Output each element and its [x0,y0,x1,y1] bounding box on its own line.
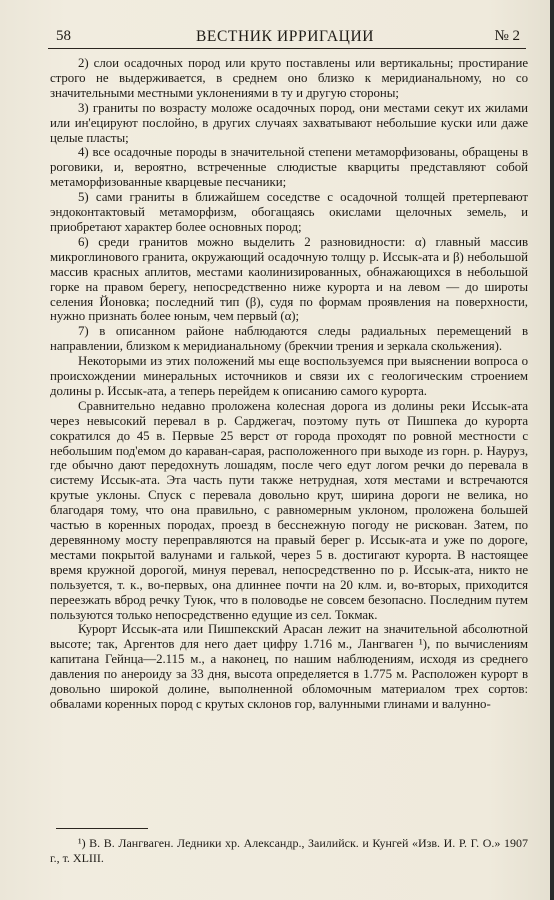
page-edge [550,0,554,900]
paragraph-item-3: 3) граниты по возрасту моложе осадочных пород, они местами секут их жилами или ин'ецируют послойно, в других случаях захватывают небольшие куски или даже целые пласты; [50,100,528,145]
paragraph-item-6: 6) среди гранитов можно выделить 2 разновидности: α) главный массив микроглинового гранита, окружающий осадочную толщу р. Иссык-ата и β) небольшой массив красных аплитов, местами каолинизированных, обнажающихся в небольшой горке на правом берегу, непосредственно ниже курорта и на левом — до широты селения Йоновка; последний тип (β), судя по формам проявления на поверхности, нужно признать более юным, чем первый (α); [50,234,528,324]
paragraph-resort: Курорт Иссык-ата или Пишпекский Арасан лежит на значительной абсолютной высоте; так, Аргентов для него дает цифру 1.716 м., Лангваген ¹), по вычислениям капитана Гейнца—2.115 м., а наконец, по нашим наблюдениям, исходя из среднего давления по анероиду за 33 дня, высота определяется в 1.775 м. Расположен курорт в довольно широкой долине, выполненной обломочным материалом трех сортов: обвалами коренных пород с крутых склонов гор, валунными глинами и валунно- [50,622,528,711]
footnote [50,836,528,865]
page-number: 58 [56,28,71,44]
paragraph-road: Сравнительно недавно проложена колесная дорога из долины реки Иссык-ата через невысокий перевал в р. Сарджегач, поэтому путь от Пишпека до курорта сократился до 45 в. Первые 25 верст от города проходят по ровной местности с небольшим под'емом до караван-сарая, расположенного при выходе из горн. р. Науруз, где обычно дают передохнуть лошадям, после чего едут логом речки до перевала в систему Иссык-ата. Эта часть пути также нетрудная, хотя местами и встречаются крутые уклоны. Спуск с перевала довольно крут, ширина дороги не велика, но благодаря тому, что она правильно, с равномерным уклоном, проложена большей частью в коренных породах, проезд в бесснежную погоду не рискован. Затем, по деревянному мосту переправляются на правый берег р. Иссык-ата и уже по дороге, местами покрытой валунами и галькой, через 5 в. достигают курорта. В настоящее время кружной дорогой, минуя перевал, непосредственно по р. Иссык-ата, никто не пользуется, т. к., во-первых, она длиннее почти на 20 клм. и, во-вторых, приходится переезжать вброд речку Туюк, что в половодье не совсем безопасно. Последним путем пользуются только непосредственно едущие из сел. Токмак. [50,398,528,622]
paragraph-item-7: 7) в описанном районе наблюдаются следы радиальных перемещений в направлении, близком к меридианальному (брекчии трения и зеркала скольжения). [50,324,528,354]
header-rule [48,48,526,49]
footnote-rule [56,828,148,829]
paragraph-item-5: 5) сами граниты в ближайшем соседстве с осадочной толщей претерпевают эндоконтактовый метаморфизм, обогащаясь окислами щелочных земель, и приобретают характер более основных пород; [50,190,528,234]
issue-number: № 2 [494,28,520,44]
paragraph-item-2: 2) слои осадочных пород или круто поставлены или вертикальны; простирание строго не выдерживается, в среднем оно близко к меридианальному, но со значительными местными уклонениями в ту и другую стороны; [50,56,528,100]
paragraph-transition: Некоторыми из этих положений мы еще воспользуемся при выяснении вопроса о происхождении минеральных источников и связи их с геологическим строением долины р. Иссык-ата, а теперь перейдем к описанию самого курорта. [50,354,528,398]
running-header [46,26,524,48]
body-text [50,56,528,712]
footnote-text: ¹) В. В. Лангваген. Ледники хр. Александр., Заилийск. и Кунгей «Изв. И. Р. Г. О.» 1907 г., т. XLIII. [50,836,528,865]
journal-title: ВЕСТНИК ИРРИГАЦИИ [195,28,375,45]
paragraph-item-4: 4) все осадочные породы в значительной степени метаморфизованы, обращены в роговики, и, вероятно, встреченные слюдистые кварциты представляют собой метаморфизованные кварцевые песчаники; [50,145,528,190]
